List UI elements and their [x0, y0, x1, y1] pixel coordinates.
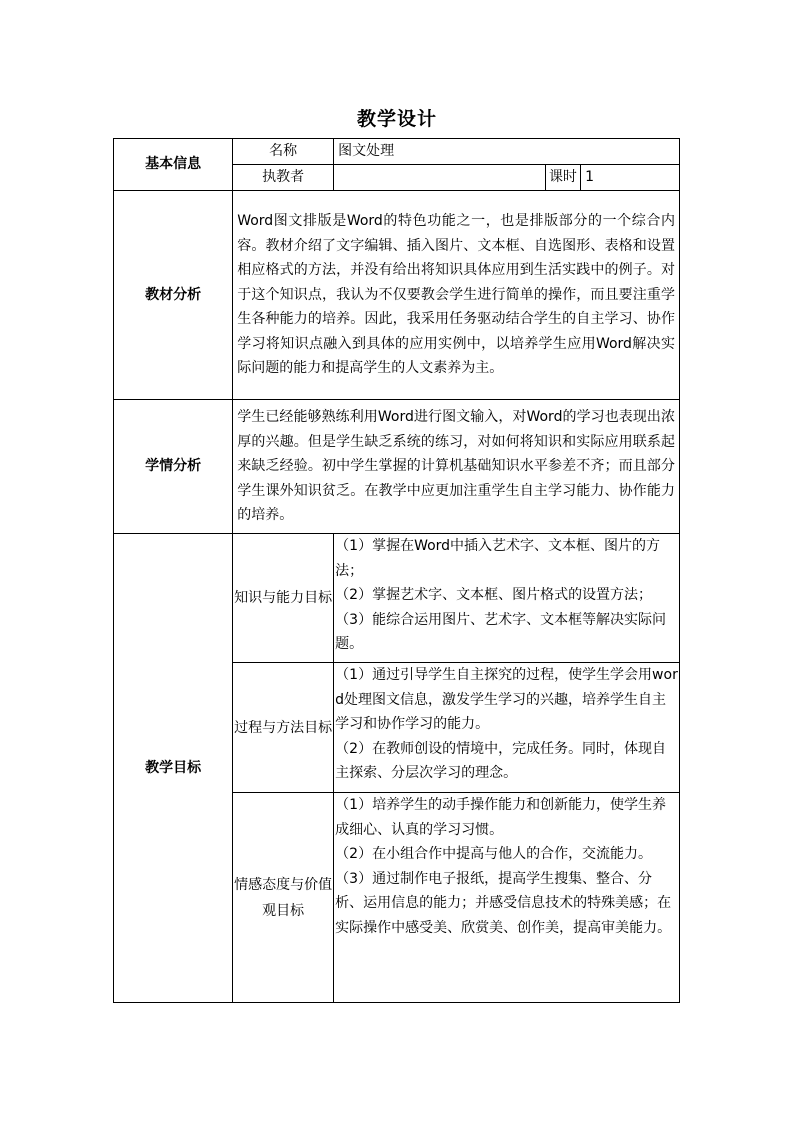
material-analysis-row	[114, 191, 680, 400]
process-goal-label: 过程与方法目标	[233, 663, 334, 793]
goal-knowledge-row	[114, 534, 680, 663]
basic-info-label: 基本信息	[114, 139, 233, 191]
name-value: 图文处理	[334, 139, 680, 165]
teaching-goals-label: 教学目标	[114, 534, 233, 1003]
material-analysis-text: Word图文排版是Word的特色功能之一，也是排版部分的一个综合内容。教材介绍了文字编辑、插入图片、文本框、自选图形、表格和设置相应格式的方法，并没有给出将知识具体应用到生活实践中的例子。对于这个知识点，我认为不仅要教会学生进行简单的操作，而且要注重学生各种能力的培养。因此，我采用任务驱动结合学生的自主学习、协作学习将知识点融入到具体的应用实例中，以培养学生应用Word解决实际问题的能力和提高学生的人文素养为主。	[233, 191, 680, 400]
lesson-plan-table	[113, 138, 680, 1003]
document-title: 教学设计	[356, 108, 437, 130]
emotion-goal-label: 情感态度与价值观目标	[233, 793, 334, 1003]
emotion-goal-item: （3）通过制作电子报纸，提高学生搜集、整合、分析、运用信息的能力；并感受信息技术的特殊美感；在实际操作中感受美、欣赏美、创作美，提高审美能力。	[335, 870, 672, 936]
student-analysis-row	[114, 400, 680, 534]
emotion-goal-item: （2）在小组合作中提高与他人的合作，交流能力。	[335, 846, 653, 862]
name-label: 名称	[233, 139, 334, 165]
knowledge-goal-label: 知识与能力目标	[233, 534, 334, 663]
teacher-label: 执教者	[233, 165, 334, 191]
student-analysis-label: 学情分析	[114, 400, 233, 534]
process-goal-item: （2）在教师创设的情境中，完成任务。同时，体现自主探索、分层次学习的理念。	[335, 740, 667, 781]
emotion-goal-text	[334, 793, 680, 1003]
teacher-value	[334, 165, 546, 191]
hours-label: 课时	[545, 165, 580, 191]
material-analysis-label: 教材分析	[114, 191, 233, 400]
student-analysis-text: 学生已经能够熟练利用Word进行图文输入，对Word的学习也表现出浓厚的兴趣。但是学生缺乏系统的练习，对如何将知识和实际应用联系起来缺乏经验。初中学生掌握的计算机基础知识水平参差不齐；而且部分学生课外知识贫乏。在教学中应更加注重学生自主学习能力、协作能力的培养。	[233, 400, 680, 534]
knowledge-goal-item: （3）能综合运用图片、艺术字、文本框等解决实际问题。	[335, 611, 667, 652]
emotion-goal-item: （1）培养学生的动手操作能力和创新能力，使学生养成细心、认真的学习习惯。	[335, 797, 667, 838]
process-goal-item: （1）通过引导学生自主探究的过程，使学生学会用word处理图文信息，激发学生学习的兴趣，培养学生自主学习和协作学习的能力。	[335, 667, 678, 732]
basic-info-row-name	[114, 139, 680, 165]
knowledge-goal-item: （2）掌握艺术字、文本框、图片格式的设置方法；	[335, 587, 653, 603]
process-goal-text	[334, 663, 680, 793]
knowledge-goal-text	[334, 534, 680, 663]
knowledge-goal-item: （1）掌握在Word中插入艺术字、文本框、图片的方法；	[335, 538, 661, 579]
hours-value: 1	[581, 165, 680, 191]
